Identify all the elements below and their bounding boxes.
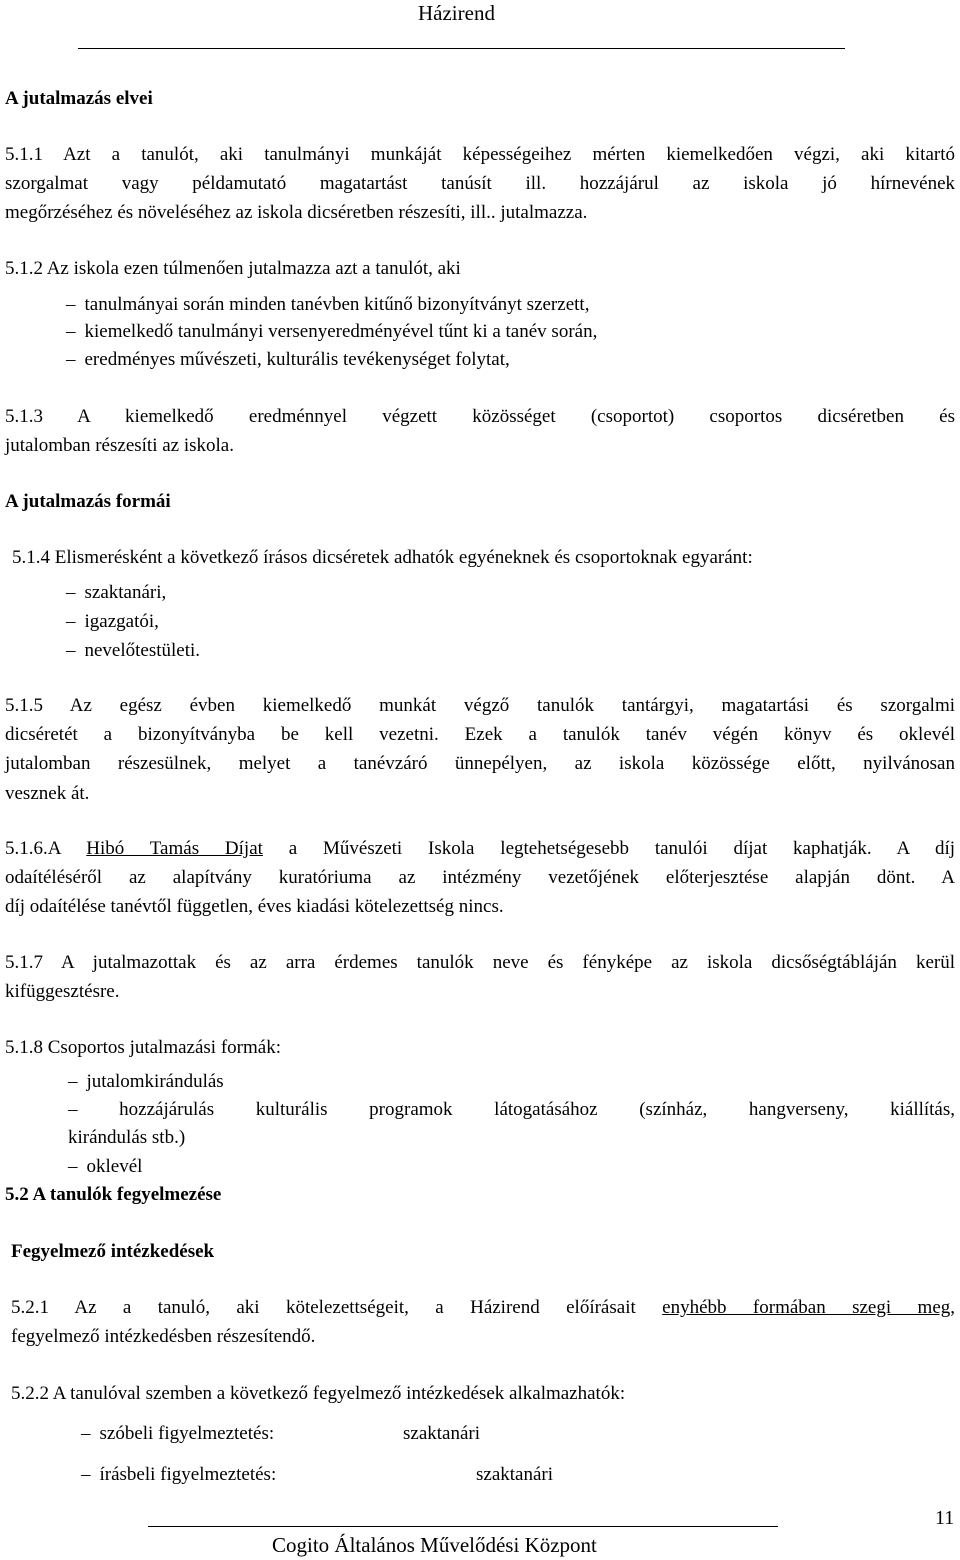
paragraph-5-1-6-line-3: díj odaítélése tanévtől független, éves kiadási kötelezettség nincs. (5, 896, 504, 917)
paragraph-5-1-6-line-1: 5.1.6.A Hibó Tamás Díjat a Művészeti Iskola legtehetségesebb tanulói díjat kaphatják. A díj (5, 838, 956, 859)
paragraph-5-1-4-intro: 5.1.4 Elismerésként a következő írásos dicséretek adhatók egyéneknek és csoportoknak egyaránt: (12, 547, 753, 568)
section-heading-discipline: 5.2 A tanulók fegyelmezése (5, 1184, 222, 1205)
paragraph-5-1-5-line-3: jutalomban részesülnek, melyet a tanévzáró ünnepélyen, az iskola közössége előtt, nyilvánosan (5, 753, 955, 774)
section-heading-principles: A jutalmazás elvei (5, 88, 153, 109)
page-header-title: Házirend (418, 1, 495, 25)
section-heading-forms: A jutalmazás formái (5, 491, 171, 512)
paragraph-5-1-5-line-1: 5.1.5 Az egész évben kiemelkedő munkát végző tanulók tantárgyi, magatartási és szorgalmi (5, 695, 955, 716)
paragraph-5-1-1-line-3: megőrzéséhez és növeléséhez az iskola dicséretben részesíti, ill.. jutalmazza. (5, 202, 588, 223)
paragraph-5-1-7-line-1: 5.1.7 A jutalmazottak és az arra érdemes tanulók neve és fényképe az iskola dicsőségtábláján kerül (5, 952, 955, 973)
list-item: – jutalomkirándulás (68, 1071, 224, 1092)
underlined-phrase: enyhébb formában szegi meg, (662, 1297, 956, 1318)
paragraph-5-2-1-line-2: fegyelmező intézkedésben részesítendő. (11, 1326, 316, 1347)
paragraph-5-1-1-line-2: szorgalmat vagy példamutató magatartást tanúsít ill. hozzájárul az iskola jó hírnevének (5, 173, 955, 194)
paragraph-5-1-2-intro: 5.1.2 Az iskola ezen túlmenően jutalmazza azt a tanulót, aki (5, 258, 461, 279)
paragraph-5-1-7-line-2: kifüggesztésre. (5, 981, 120, 1002)
measure-row-value: szaktanári (476, 1464, 554, 1485)
list-item: – igazgatói, (66, 611, 159, 632)
list-item: – szaktanári, (66, 582, 167, 603)
list-item-continuation: kirándulás stb.) (68, 1127, 186, 1148)
list-item: – hozzájárulás kulturális programok látogatásához (színház, hangverseny, kiállítás, (68, 1099, 956, 1120)
paragraph-5-1-3-line-1: 5.1.3 A kiemelkedő eredménnyel végzett közösséget (csoportot) csoportos dicséretben és (5, 406, 955, 427)
paragraph-5-1-5-line-4: vesznek át. (5, 783, 90, 804)
paragraph-5-1-6-line-2: odaítéléséről az alapítvány kuratóriuma az intézmény vezetőjének előterjesztése alapján dönt. A (5, 867, 955, 888)
list-item: – eredményes művészeti, kulturális tevékenységet folytat, (66, 349, 510, 370)
award-name-link: Hibó Tamás Díjat (86, 838, 263, 859)
list-item: – kiemelkedő tanulmányi versenyeredményével tűnt ki a tanév során, (66, 321, 598, 342)
measure-row-value: szaktanári (403, 1423, 481, 1444)
paragraph-5-1-5-line-2: dicséretét a bizonyítványba be kell vezetni. Ezek a tanulók tanév végén könyv és oklevél (5, 724, 955, 745)
subsection-heading-measures: Fegyelmező intézkedések (11, 1241, 215, 1262)
list-item: – oklevél (68, 1156, 143, 1177)
paragraph-5-1-1-line-1: 5.1.1 Azt a tanulót, aki tanulmányi munkáját képességeihez mérten kiemelkedően végzi, aki kitartó (5, 144, 955, 165)
measure-row-label: – írásbeli figyelmeztetés: (81, 1464, 277, 1485)
footer-rule (148, 1526, 778, 1527)
paragraph-5-2-2-intro: 5.2.2 A tanulóval szemben a következő fegyelmező intézkedések alkalmazhatók: (11, 1383, 626, 1404)
measure-row-label: – szóbeli figyelmeztetés: (81, 1423, 275, 1444)
paragraph-5-1-3-line-2: jutalomban részesíti az iskola. (5, 435, 234, 456)
paragraph-5-2-1-line-1: 5.2.1 Az a tanuló, aki kötelezettségeit, a Házirend előírásait enyhébb formában szegi meg, (11, 1297, 956, 1318)
header-rule (78, 48, 845, 49)
page-number: 11 (935, 1507, 955, 1529)
paragraph-5-1-8-intro: 5.1.8 Csoportos jutalmazási formák: (5, 1037, 281, 1058)
list-item: – tanulmányai során minden tanévben kitűnő bizonyítványt szerzett, (66, 294, 590, 315)
footer-organization: Cogito Általános Művelődési Központ (272, 1533, 597, 1557)
list-item: – nevelőtestületi. (66, 640, 201, 661)
